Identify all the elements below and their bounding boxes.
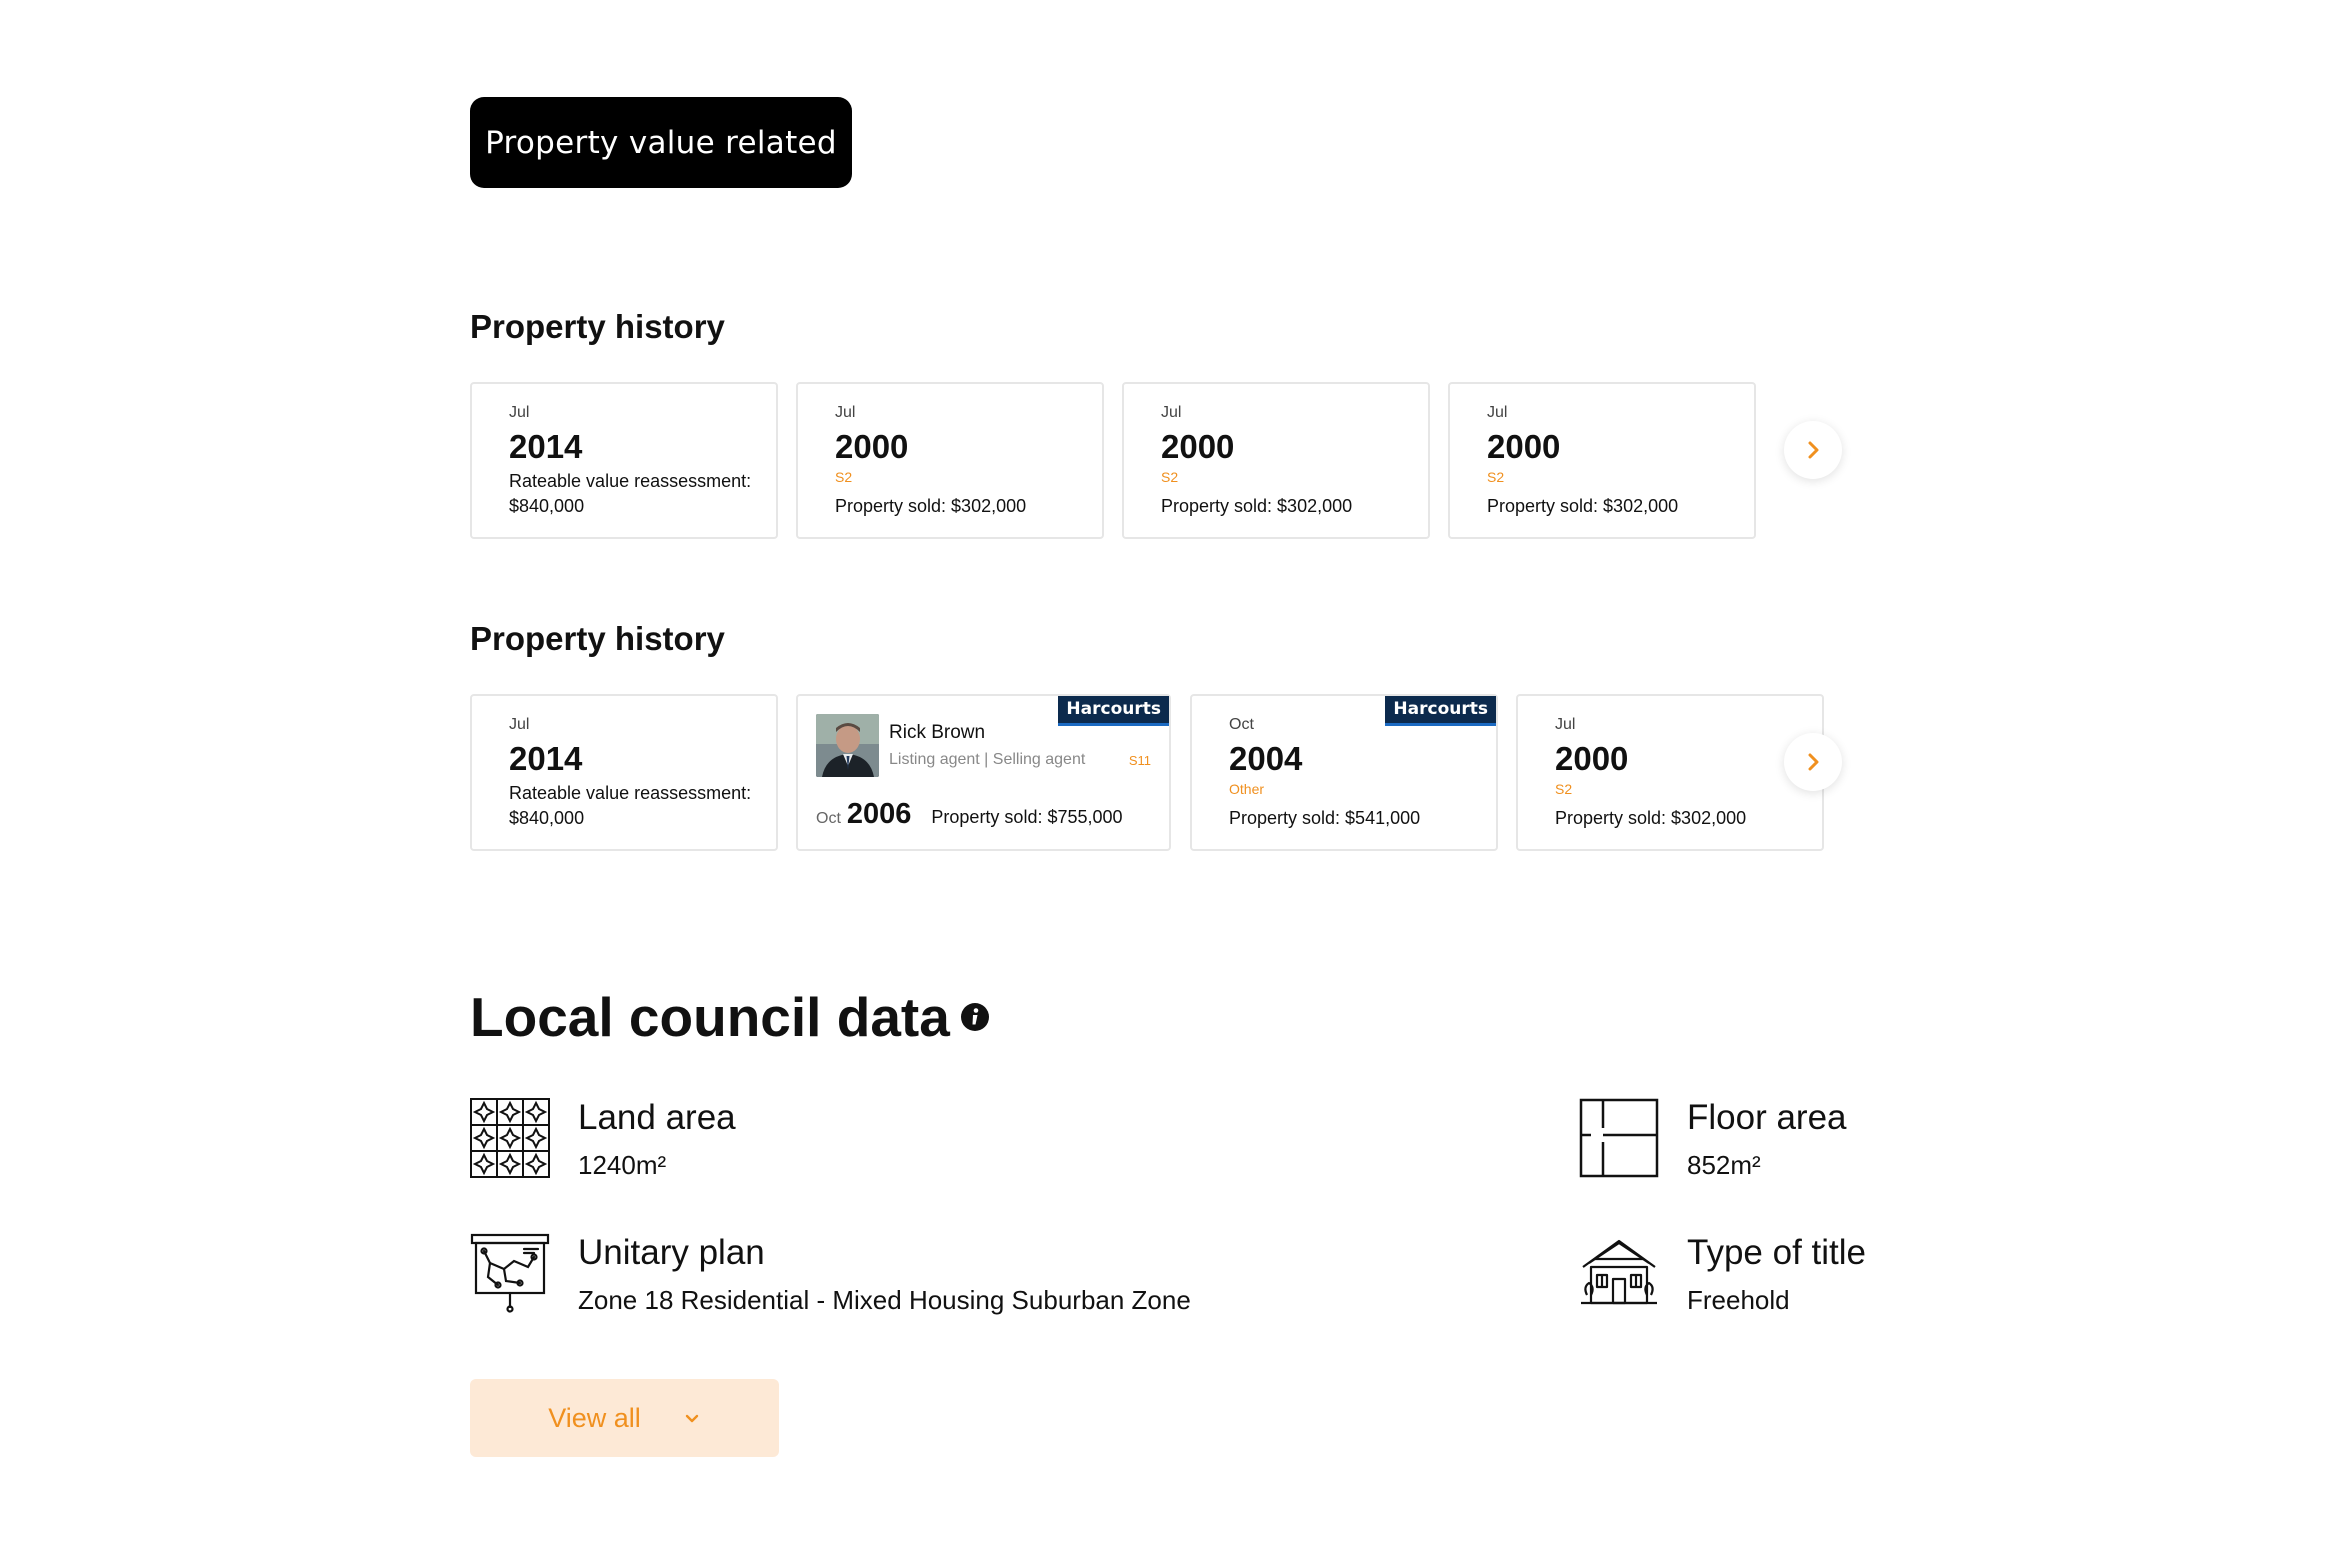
history-card-month: Oct	[1229, 716, 1254, 733]
chevron-right-icon	[1802, 439, 1824, 461]
house-icon	[1579, 1233, 1659, 1313]
history-card-sale-code: S2	[835, 469, 853, 485]
history-card-year: 2004	[1229, 740, 1303, 777]
history-next-button[interactable]	[1784, 733, 1842, 791]
history-next-button[interactable]	[1784, 421, 1842, 479]
history-agent-card[interactable]	[796, 694, 1171, 851]
type-of-title-value: Freehold	[1687, 1285, 1790, 1315]
history-card[interactable]	[470, 694, 778, 851]
history-card-year: 2000	[1487, 428, 1561, 465]
unitary-plan-label: Unitary plan	[578, 1233, 765, 1272]
agent-card-month: Oct	[816, 810, 841, 827]
floor-area-label: Floor area	[1687, 1098, 1847, 1137]
property-history-title: Property history	[470, 620, 725, 657]
history-card-year: 2014	[509, 740, 583, 777]
history-card-sale-code: S2	[1161, 469, 1179, 485]
land-tiles-icon	[470, 1098, 550, 1178]
history-card-month: Jul	[1555, 716, 1576, 733]
agent-card-sale-line	[816, 798, 1123, 831]
agent-card-year: 2006	[846, 798, 912, 830]
history-card-description: Property sold: $302,000	[835, 496, 1027, 516]
history-card-year: 2000	[1555, 740, 1629, 777]
history-card[interactable]	[470, 382, 778, 539]
history-card-year: 2000	[1161, 428, 1235, 465]
history-card-description: Property sold: $302,000	[1555, 808, 1747, 828]
property-value-related-button[interactable]: Property value related	[470, 97, 852, 188]
agency-badge: Harcourts	[1058, 696, 1169, 726]
property-history-title: Property history	[470, 308, 725, 345]
history-card-description: Rateable value reassessment: $840,000	[509, 783, 752, 828]
history-card-sale-code: S2	[1555, 781, 1573, 797]
history-card[interactable]	[1516, 694, 1824, 851]
history-card[interactable]	[1448, 382, 1756, 539]
history-card-month: Jul	[835, 404, 856, 421]
history-card-sale-code: Other	[1229, 781, 1265, 797]
local-council-title	[470, 985, 990, 1049]
presentation-board-icon	[470, 1233, 550, 1313]
floor-plan-icon	[1579, 1098, 1659, 1178]
floor-area-value: 852m²	[1687, 1150, 1761, 1180]
history-card-description: Rateable value reassessment: $840,000	[509, 471, 752, 516]
history-card-month: Jul	[1487, 404, 1508, 421]
agent-name: Rick Brown	[889, 722, 986, 743]
land-area-label: Land area	[578, 1098, 736, 1137]
chevron-down-icon	[683, 1409, 701, 1427]
local-council-title-text: Local council data	[470, 986, 950, 1048]
history-card[interactable]	[796, 382, 1104, 539]
info-icon[interactable]	[960, 1002, 990, 1032]
type-of-title-label: Type of title	[1687, 1233, 1866, 1272]
view-all-button[interactable]	[470, 1379, 779, 1457]
history-card-description: Property sold: $541,000	[1229, 808, 1421, 828]
land-area-value: 1240m²	[578, 1150, 667, 1180]
view-all-label: View all	[548, 1402, 641, 1433]
history-card[interactable]	[1190, 694, 1498, 851]
history-card-month: Jul	[1161, 404, 1182, 421]
history-card-year: 2000	[835, 428, 909, 465]
agent-role: Listing agent | Selling agent	[889, 751, 1086, 768]
history-card-month: Jul	[509, 716, 530, 733]
history-card-description: Property sold: $302,000	[1161, 496, 1353, 516]
agent-sale-code: S11	[1128, 753, 1151, 768]
history-card[interactable]	[1122, 382, 1430, 539]
unitary-plan-value: Zone 18 Residential - Mixed Housing Suburban Zone	[578, 1285, 1191, 1315]
agent-card-description: Property sold: $755,000	[931, 807, 1123, 827]
history-card-month: Jul	[509, 404, 530, 421]
history-card-description: Property sold: $302,000	[1487, 496, 1679, 516]
history-card-sale-code: S2	[1487, 469, 1505, 485]
agent-avatar	[816, 714, 879, 777]
chevron-right-icon	[1802, 751, 1824, 773]
agency-badge: Harcourts	[1385, 696, 1496, 726]
history-card-year: 2014	[509, 428, 583, 465]
